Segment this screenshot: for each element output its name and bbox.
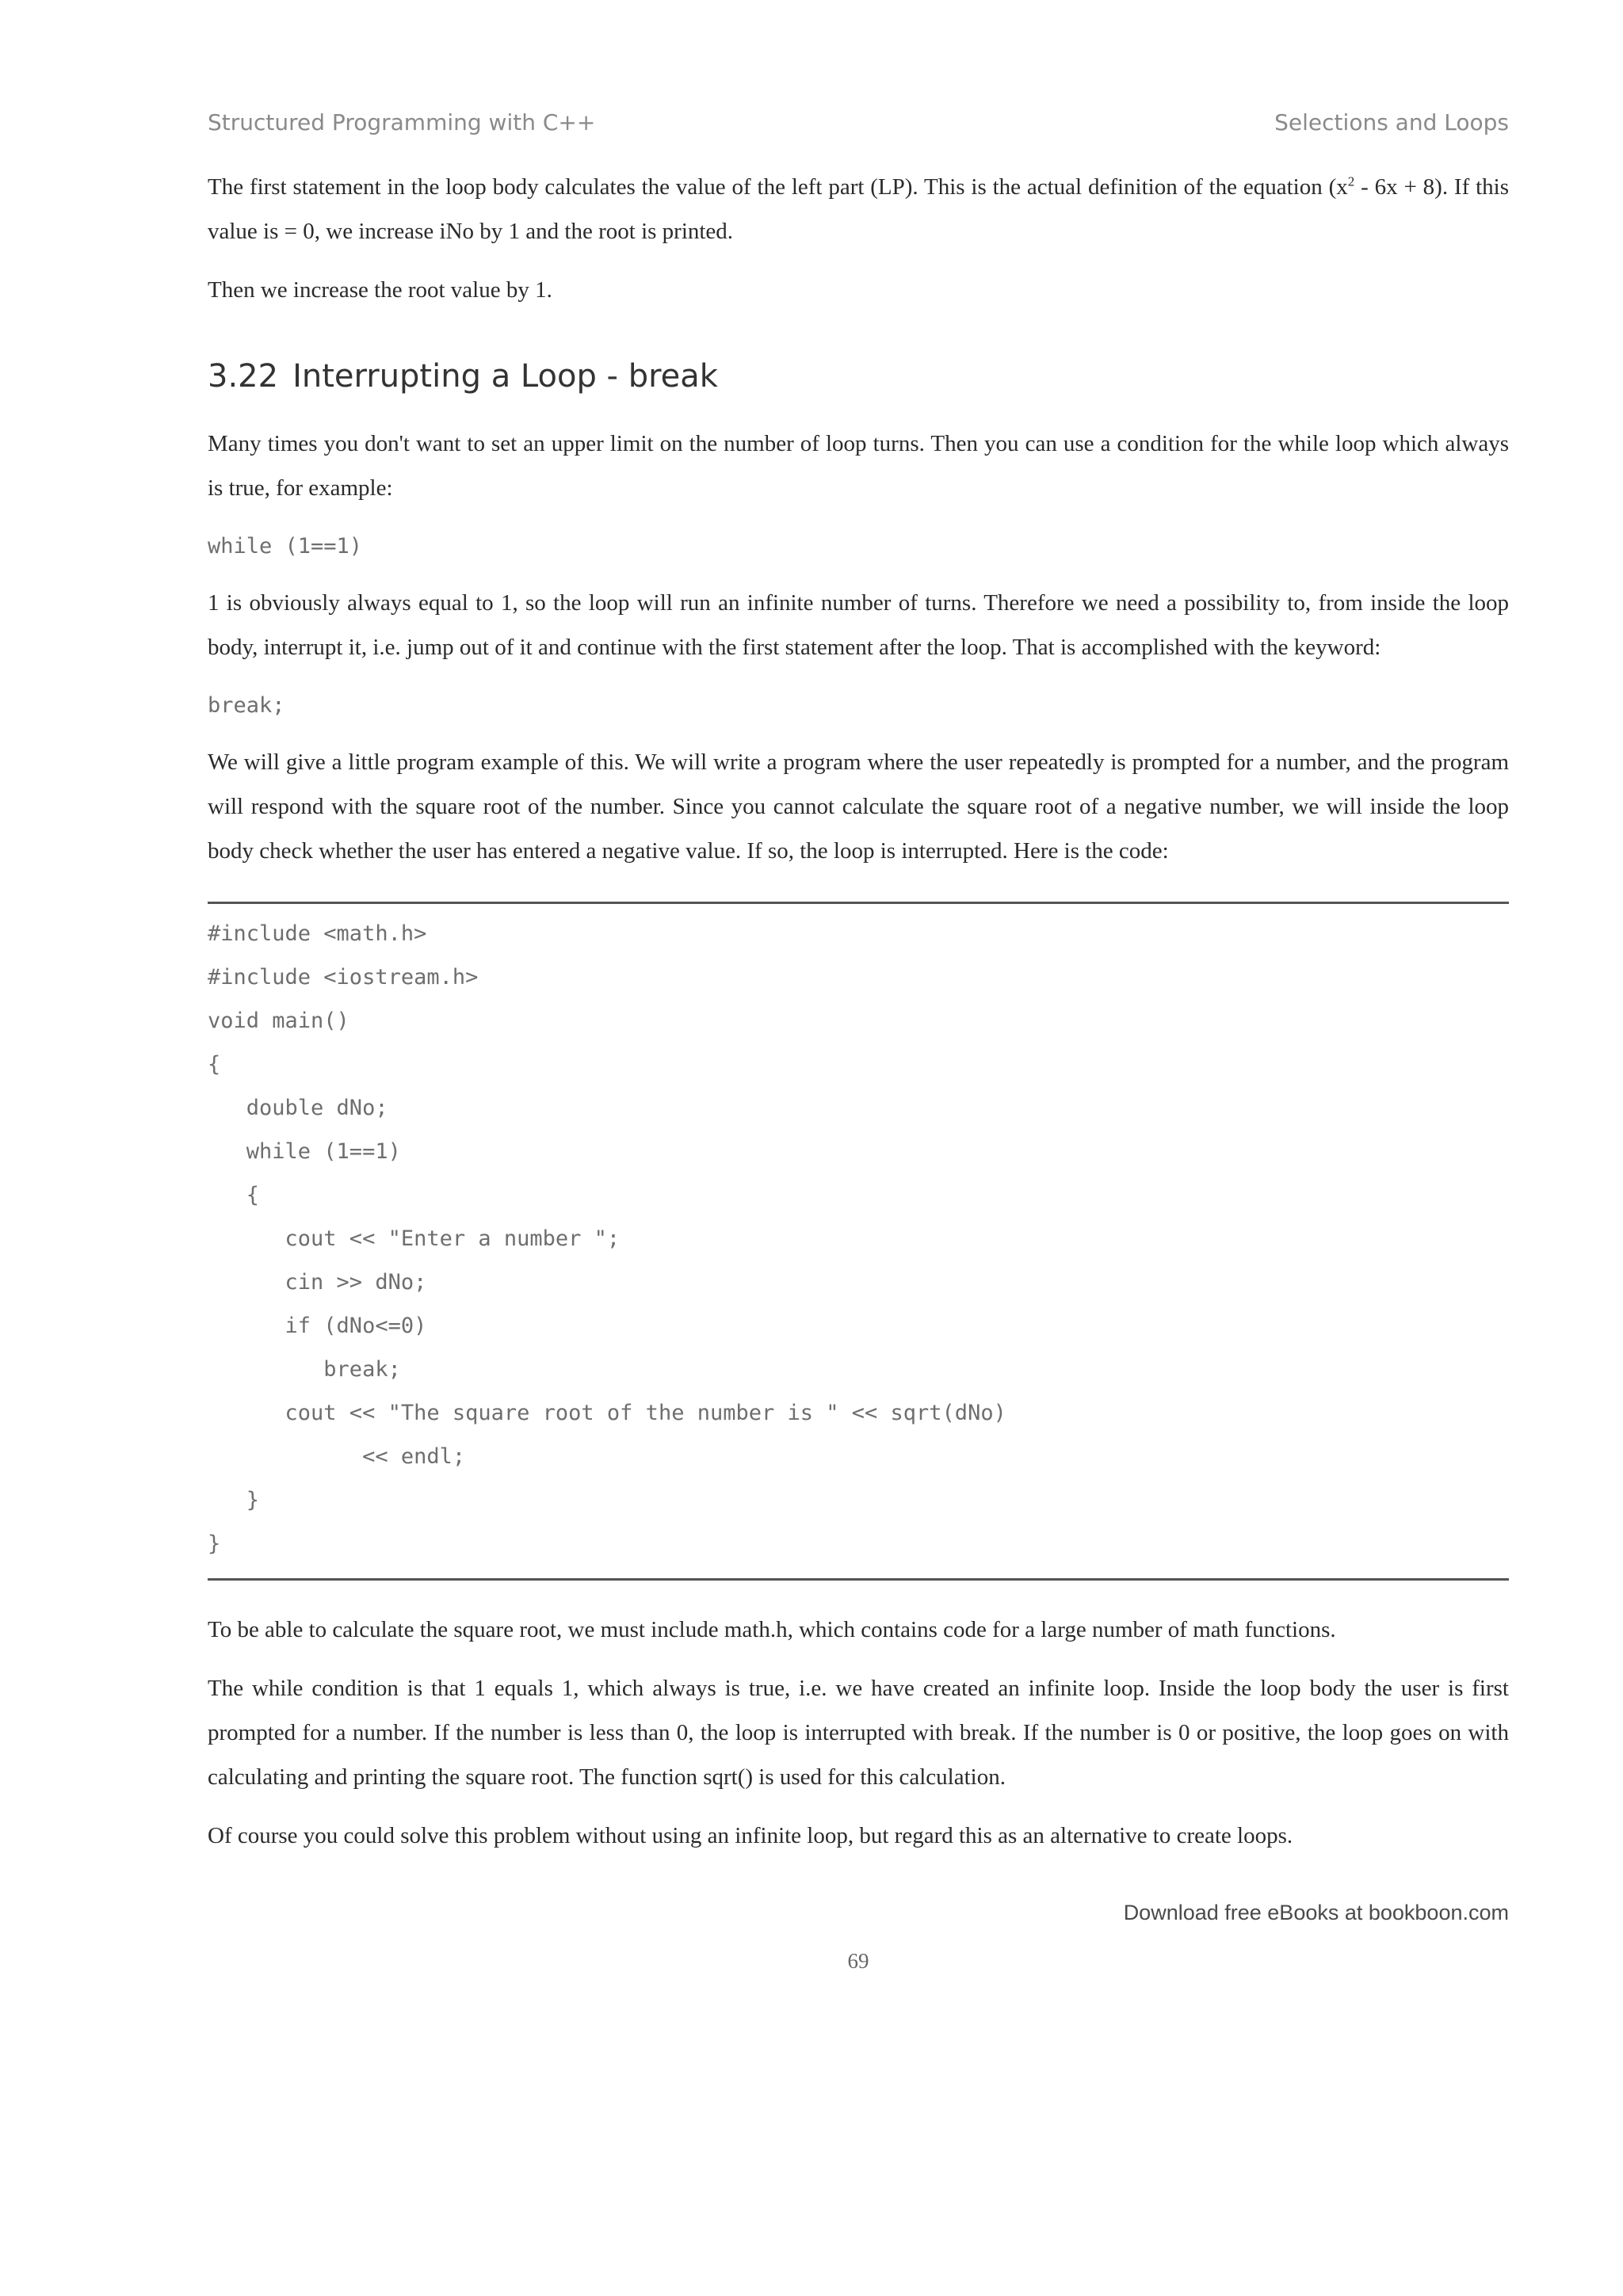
inline-code-break: break;	[208, 693, 285, 718]
running-header	[208, 109, 1509, 165]
code-line: << endl;	[208, 1444, 466, 1469]
code-line: break;	[208, 1357, 401, 1382]
code-line: {	[208, 1183, 260, 1207]
equation-before: (x	[1328, 174, 1348, 200]
intro-text: The first statement in the loop body calculates the value of the left part (LP). This is the actual definition of the equation	[208, 174, 1323, 200]
paragraph-program-example: We will give a little program example of this. We will write a program where the user repeatedly is prompted for a number, and the program will respond with the square root of the number. Since you cannot calculate the square root of a negative number, we will inside the loop body check whether the user has entered a negative value. If so, the loop is interrupted. Here is the code:	[208, 749, 1509, 864]
equation-after: - 6x + 8). If this value is = 0, we increase iNo by 1 and the root is printed.	[208, 174, 1509, 244]
code-line: if (dNo<=0)	[208, 1314, 427, 1338]
section-heading	[208, 358, 1509, 395]
paragraph-upper-limit: Many times you don't want to set an upper limit on the number of loop turns. Then you can use a condition for the while loop which always is true, for example:	[208, 431, 1509, 501]
code-line: #include <iostream.h>	[208, 965, 479, 990]
page-number: 69	[847, 1949, 869, 1973]
paragraph-math-include: To be able to calculate the square root, we must include math.h, which contains code for a large number of math functions.	[208, 1617, 1336, 1642]
header-book-title: Structured Programming with C++	[208, 109, 596, 135]
document-page	[208, 103, 1509, 1974]
download-link[interactable]: Download free eBooks at bookboon.com	[1123, 1901, 1509, 1924]
code-line: }	[208, 1531, 221, 1556]
code-line: cin >> dNo;	[208, 1270, 427, 1295]
intro-paragraph-2: Then we increase the root value by 1.	[208, 277, 552, 303]
paragraph-while-condition: The while condition is that 1 equals 1, which always is true, i.e. we have created an infinite loop. Inside the loop body the user is first prompted for a number. If the number is less than 0, the loop is interrupted with break. If the number is 0 or positive, the loop goes on with calculating and printing the square root. The function sqrt() is used for this calculation.	[208, 1676, 1509, 1790]
code-listing	[208, 902, 1509, 1581]
code-line: double dNo;	[208, 1096, 388, 1120]
code-line: cout << "Enter a number ";	[208, 1226, 621, 1251]
code-line: void main()	[208, 1009, 349, 1033]
equation-exponent: 2	[1347, 174, 1355, 189]
header-chapter-title: Selections and Loops	[1274, 109, 1509, 135]
code-line: }	[208, 1488, 260, 1512]
code-line: {	[208, 1052, 221, 1077]
paragraph-alternative: Of course you could solve this problem without using an infinite loop, but regard this as an alternative to create loops.	[208, 1823, 1293, 1848]
code-line: #include <math.h>	[208, 921, 427, 946]
code-line: while (1==1)	[208, 1139, 401, 1164]
section-title: Interrupting a Loop - break	[292, 358, 718, 395]
code-line: cout << "The square root of the number is " << sqrt(dNo)	[208, 1401, 1006, 1425]
paragraph-infinite-loop: 1 is obviously always equal to 1, so the loop will run an infinite number of turns. Therefore we need a possibility to, from inside the loop body, interrupt it, i.e. jump out of it and continue with the first statement after the loop. That is accomplished with the keyword:	[208, 590, 1509, 660]
intro-paragraph	[208, 165, 1509, 254]
section-number: 3.22	[208, 358, 279, 395]
inline-code-while: while (1==1)	[208, 534, 363, 559]
